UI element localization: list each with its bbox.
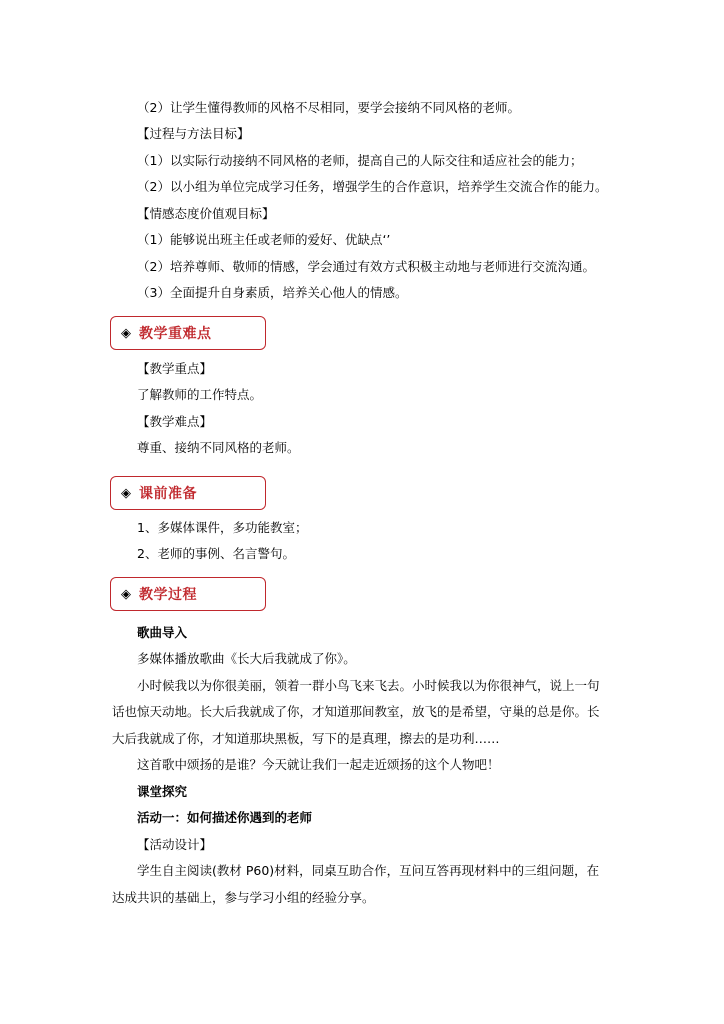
section-title: 教学过程 [139,587,197,603]
list-item: 1、多媒体课件，多功能教室； [137,520,308,535]
diamond-marker-icon: ◈ [121,325,131,341]
objective-line: （2）培养尊师、敬师的情感，学会通过有效方式积极主动地与老师进行交流沟通。 [137,259,595,274]
objective-line: （2）以小组为单位完成学习任务，增强学生的合作意识，培养学生交流合作的能力。 [137,179,608,194]
step-heading: 课堂探究 [137,784,188,799]
subheading: 【情感态度价值观目标】 [137,206,275,221]
subheading: 【教学难点】 [137,414,213,429]
body-line: 了解教师的工作特点。 [137,387,263,402]
activity-heading: 活动一：如何描述你遇到的老师 [137,810,313,825]
lyrics-line: 话也惊天动地。长大后我就成了你，才知道那间教室，放飞的是希望，守巢的总是你。长 [112,704,600,719]
body-line: 这首歌中颂扬的是谁？今天就让我们一起走近颂扬的这个人物吧！ [137,757,500,772]
diamond-marker-icon: ◈ [121,586,131,602]
list-item: 2、老师的事例、名言警句。 [137,546,295,561]
step-heading: 歌曲导入 [137,625,188,640]
body-line: 多媒体播放歌曲《长大后我就成了你》。 [137,651,356,666]
body-line: 学生自主阅读(教材 P60)材料，同桌互助合作，互问互答再现材料中的三组问题，在 [137,863,600,878]
section-header-preparation [110,476,266,510]
body-line: 达成共识的基础上，参与学习小组的经验分享。 [112,890,375,905]
subheading: 【教学重点】 [137,361,213,376]
objective-line: （1）能够说出班主任或老师的爱好、优缺点‘’ [137,232,391,247]
section-header-key-points [110,316,266,350]
lyrics-line: 小时候我以为你很美丽，领着一群小鸟飞来飞去。小时候我以为你很神气，说上一句 [137,678,600,693]
subheading: 【活动设计】 [137,837,213,852]
section-title: 教学重难点 [139,326,212,342]
section-title: 课前准备 [139,486,197,502]
diamond-marker-icon: ◈ [121,485,131,501]
section-header-teaching-process [110,577,266,611]
objective-line: （2）让学生懂得教师的风格不尽相同，要学会接纳不同风格的老师。 [137,100,520,115]
body-line: 尊重、接纳不同风格的老师。 [137,440,300,455]
objective-line: （3）全面提升自身素质，培养关心他人的情感。 [137,285,408,300]
objective-line: （1）以实际行动接纳不同风格的老师，提高自己的人际交往和适应社会的能力； [137,153,583,168]
subheading: 【过程与方法目标】 [137,126,250,141]
lyrics-line: 大后我就成了你，才知道那块黑板，写下的是真理，擦去的是功利…… [112,731,500,746]
